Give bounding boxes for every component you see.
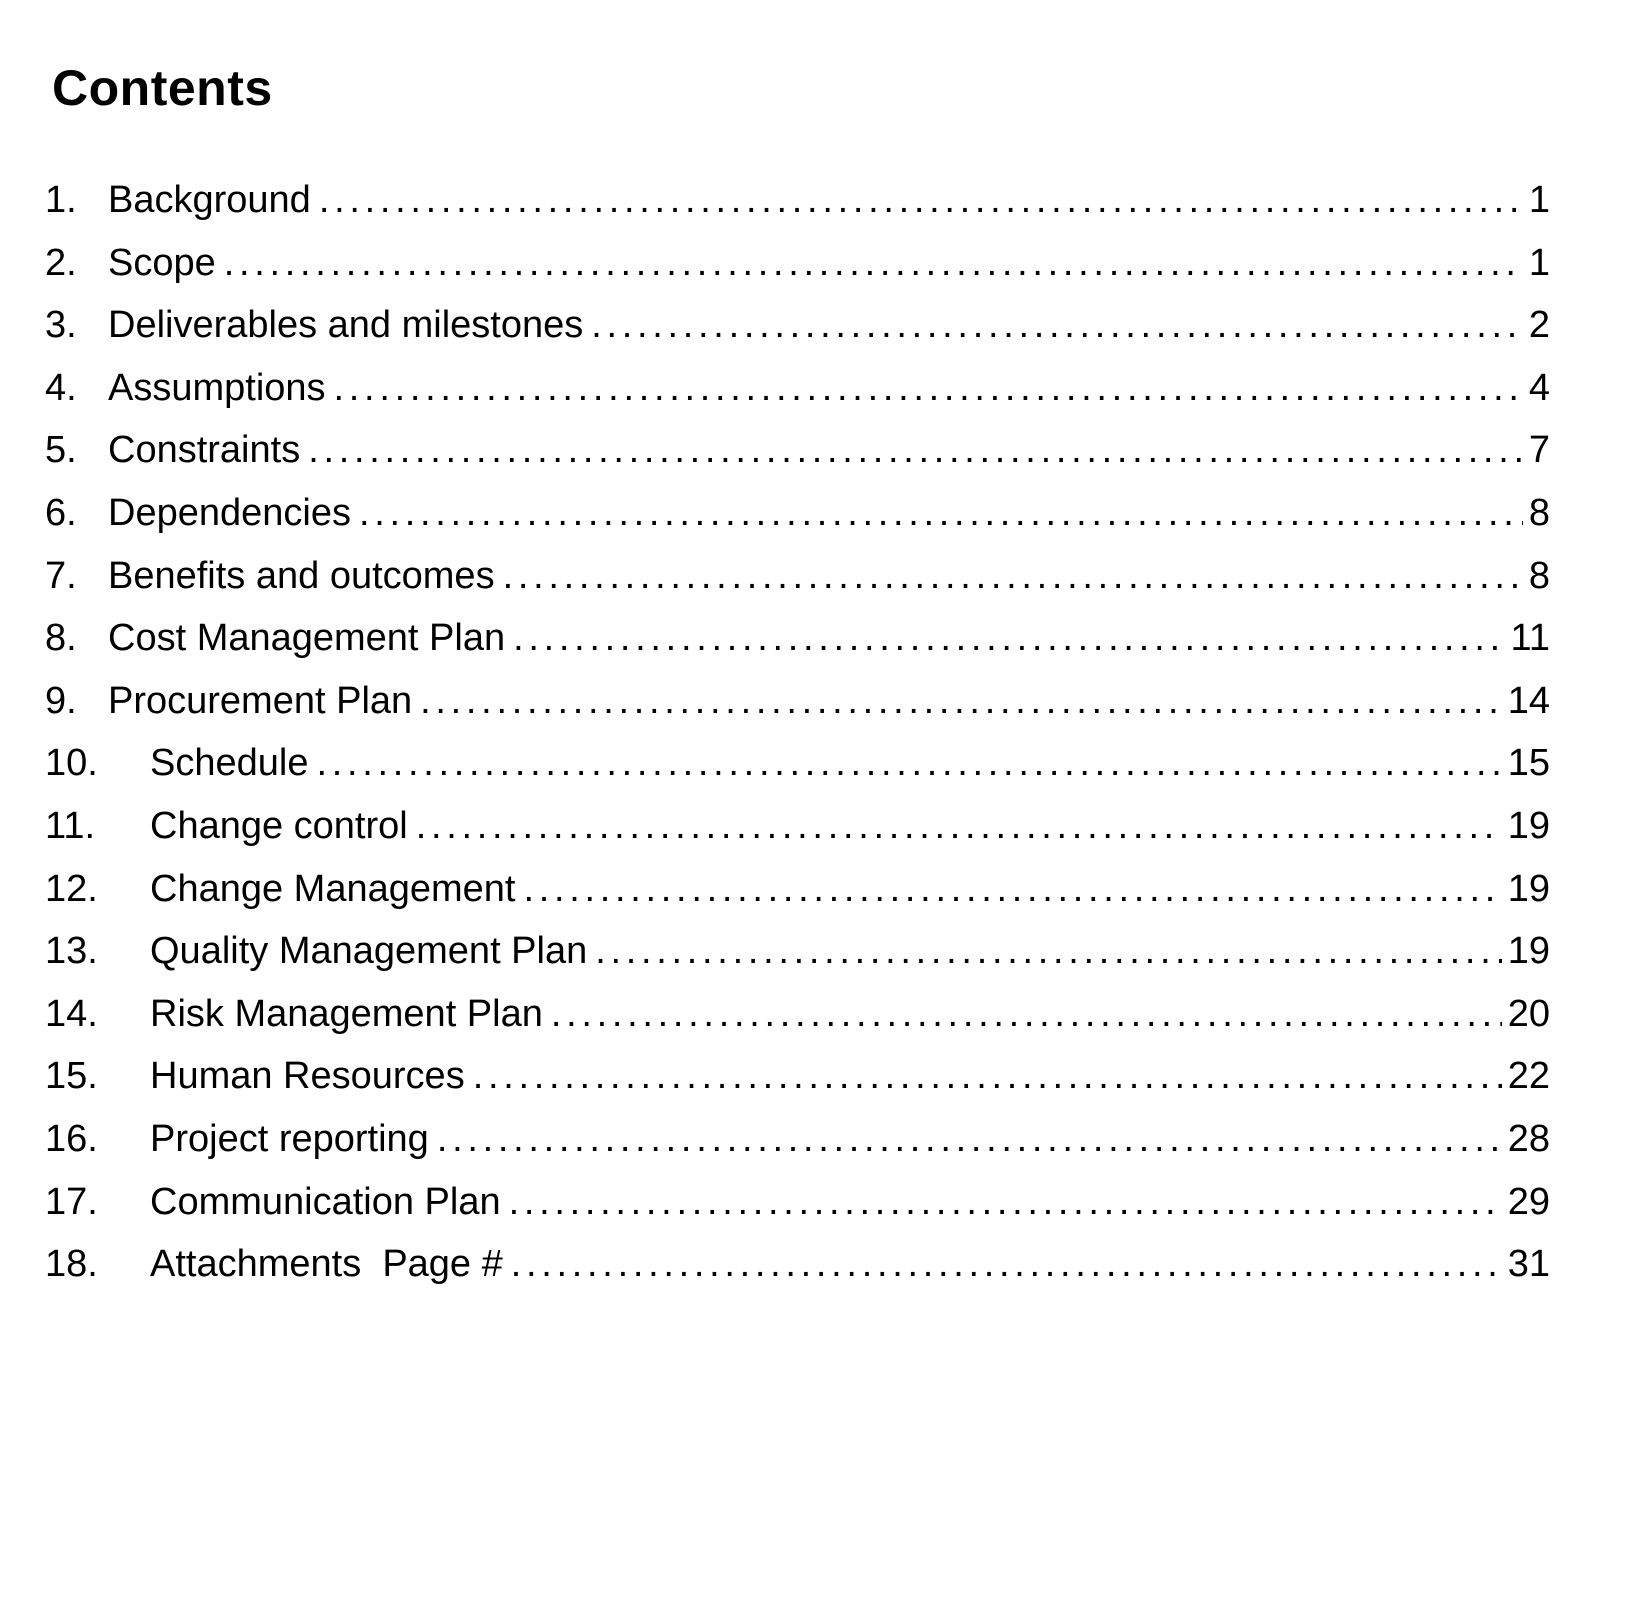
- toc-entry-number: 1.: [45, 179, 77, 221]
- toc-entry-label: Benefits and outcomes: [108, 554, 495, 597]
- toc-entry-page: 19: [1507, 804, 1550, 847]
- toc-entry[interactable]: [45, 1108, 1550, 1171]
- toc-entry-label: Quality Management Plan: [150, 930, 588, 973]
- toc-entry[interactable]: [45, 670, 1550, 733]
- toc-entry-page: 8: [1528, 554, 1550, 597]
- toc-entry-number: 17.: [45, 1180, 98, 1223]
- toc-entry[interactable]: [45, 1171, 1550, 1234]
- toc-entry-number: 18.: [45, 1243, 98, 1286]
- toc-entry-page: 22: [1507, 1055, 1550, 1098]
- toc-entry-label: Project reporting: [150, 1117, 429, 1160]
- toc-entry-number: 15.: [45, 1055, 98, 1098]
- toc-entry-number: 8.: [45, 617, 77, 660]
- toc-entry-number: 11.: [45, 804, 96, 847]
- dot-leader: [359, 482, 1523, 545]
- dot-leader: [595, 920, 1501, 983]
- toc-entry-label: Communication Plan: [150, 1180, 501, 1223]
- dot-leader: [420, 670, 1502, 733]
- toc-entry-number: 16.: [45, 1117, 98, 1160]
- toc-entry-label: Change control: [150, 804, 408, 847]
- toc-entry-number: 4.: [45, 366, 77, 409]
- toc-entry[interactable]: [45, 294, 1550, 357]
- toc-entry-number: 5.: [45, 429, 77, 472]
- toc-entry-label: Attachments Page #: [150, 1243, 503, 1286]
- dot-leader: [437, 1108, 1502, 1171]
- toc-entry-number: 6.: [45, 491, 77, 534]
- toc-entry-page: 11: [1510, 617, 1550, 660]
- dot-leader: [316, 732, 1501, 795]
- toc-entry-number: 2.: [45, 241, 77, 284]
- toc-entry-label: Schedule: [150, 742, 309, 785]
- toc-entry[interactable]: [45, 357, 1550, 420]
- toc-entry-number: 7.: [45, 554, 77, 597]
- toc-entry-page: 7: [1528, 429, 1550, 472]
- toc-entry-page: 4: [1528, 366, 1550, 409]
- toc-entry-label: Cost Management Plan: [108, 617, 506, 660]
- toc-entry-page: 20: [1507, 992, 1550, 1035]
- toc-entry-label: Scope: [108, 241, 216, 284]
- toc-entry-page: 1: [1528, 241, 1550, 284]
- toc-entry-number: 9.: [45, 679, 77, 722]
- toc-entry[interactable]: [45, 858, 1550, 921]
- toc-entry[interactable]: [45, 419, 1550, 482]
- toc-entry-number: 12.: [45, 867, 98, 910]
- toc-entry-page: 28: [1507, 1117, 1550, 1160]
- dot-leader: [511, 1233, 1502, 1296]
- toc-entry[interactable]: [45, 545, 1550, 608]
- toc-entry-number: 14.: [45, 992, 98, 1035]
- dot-leader: [308, 419, 1523, 482]
- toc-entry[interactable]: [45, 607, 1550, 670]
- dot-leader: [224, 232, 1523, 295]
- dot-leader: [509, 1171, 1502, 1234]
- toc-entry-page: 19: [1507, 930, 1550, 973]
- toc-entry[interactable]: [45, 232, 1550, 295]
- toc-entry[interactable]: [45, 795, 1550, 858]
- toc-entry-page: 1: [1528, 179, 1550, 221]
- dot-leader: [591, 294, 1523, 357]
- toc-entry-label: Background: [108, 179, 311, 221]
- toc-entry[interactable]: [45, 1233, 1550, 1296]
- dot-leader: [319, 169, 1523, 232]
- toc-entry-page: 31: [1507, 1243, 1550, 1286]
- toc-entry-page: 19: [1507, 867, 1550, 910]
- toc-entry-page: 8: [1528, 491, 1550, 534]
- dot-leader: [473, 1045, 1502, 1108]
- toc-entry[interactable]: [45, 482, 1550, 545]
- toc-entry-page: 29: [1507, 1180, 1550, 1223]
- dot-leader: [551, 983, 1502, 1046]
- toc-entry-label: Human Resources: [150, 1055, 465, 1098]
- dot-leader: [513, 607, 1504, 670]
- toc-entry-label: Risk Management Plan: [150, 992, 543, 1035]
- toc-entry-label: Dependencies: [108, 491, 351, 534]
- toc-entry-number: 10.: [45, 742, 98, 785]
- toc-entry-page: 14: [1507, 679, 1550, 722]
- toc-entry[interactable]: [45, 169, 1550, 232]
- toc-entry-label: Assumptions: [108, 366, 326, 409]
- page-title: Contents: [52, 60, 273, 116]
- toc-entry-page: 2: [1528, 304, 1550, 347]
- dot-leader: [334, 357, 1523, 420]
- toc-entry-label: Deliverables and milestones: [108, 304, 584, 347]
- toc-entry-label: Constraints: [108, 429, 301, 472]
- toc-entry[interactable]: [45, 732, 1550, 795]
- toc-entry-number: 3.: [45, 304, 77, 347]
- toc-entry[interactable]: [45, 920, 1550, 983]
- table-of-contents: [45, 169, 1550, 1296]
- toc-entry-label: Procurement Plan: [108, 679, 413, 722]
- toc-entry-number: 13.: [45, 930, 98, 973]
- toc-entry[interactable]: [45, 983, 1550, 1046]
- dot-leader: [416, 795, 1502, 858]
- dot-leader: [523, 858, 1501, 921]
- dot-leader: [503, 545, 1523, 608]
- toc-entry-label: Change Management: [150, 867, 516, 910]
- toc-entry[interactable]: [45, 1045, 1550, 1108]
- toc-entry-page: 15: [1507, 742, 1550, 785]
